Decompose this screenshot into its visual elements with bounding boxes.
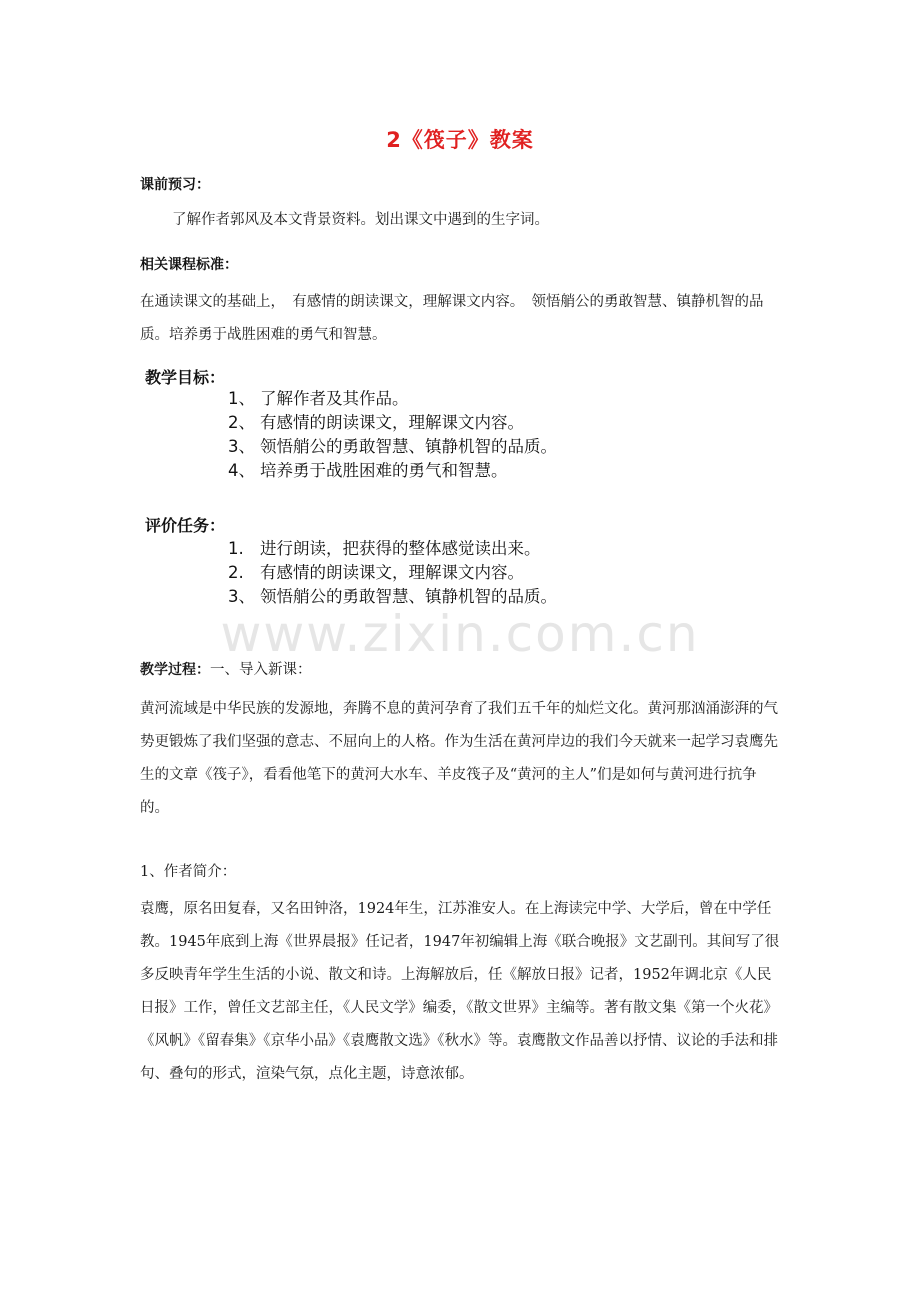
tasks-list: [228, 537, 557, 609]
preview-label: 课前预习：: [140, 177, 210, 193]
list-item: 4、 培养勇于战胜困难的勇气和智慧。: [228, 461, 508, 480]
intro-text: 黄河流域是中华民族的发源地，奔腾不息的黄河孕育了我们五千年的灿烂文化。黄河那汹涌澎湃的气势更锻炼了我们坚强的意志、不屈向上的人格。作为生活在黄河岸边的我们今天就来一起学习袁鹰先生的文章《筏子》，看看他笔下的黄河大水车、羊皮筏子及“黄河的主人”们是如何与黄河进行抗争的。: [140, 701, 778, 816]
watermark: www.zixin.com.cn: [220, 605, 700, 663]
process-heading: [140, 660, 312, 680]
standard-label: 相关课程标准：: [140, 257, 238, 273]
list-item: 3、 领悟艄公的勇敢智慧、镇静机智的品质。: [228, 437, 557, 456]
list-item: 2. 有感情的朗读课文，理解课文内容。: [228, 563, 524, 582]
goals-list: [228, 387, 557, 483]
page-title: 2《筏子》教案: [386, 128, 534, 152]
author-heading: 1、作者简介：: [140, 864, 237, 880]
list-item: 1、 了解作者及其作品。: [228, 389, 409, 408]
author-text: 袁鹰，原名田复春，又名田钟洛，1924年生，江苏淮安人。在上海读完中学、大学后，曾在中学任教。1945年底到上海《世界晨报》任记者，1947年初编辑上海《联合晚报》文艺副刊。其间写了很多反映青年学生生活的小说、散文和诗。上海解放后，任《解放日报》记者，1952年调北京《人民日报》工作，曾任文艺部主任，《人民文学》编委，《散文世界》主编等。著有散文集《第一个火花》《风帆》《留春集》《京华小品》《袁鹰散文选》《秋水》等。袁鹰散文作品善以抒情、议论的手法和排句、叠句的形式，渲染气氛，点化主题，诗意浓郁。: [140, 901, 780, 1082]
preview-text: 了解作者郭风及本文背景资料。划出课文中遇到的生字词。: [172, 212, 549, 228]
process-label: 教学过程：: [140, 662, 210, 678]
goals-label: 教学目标：: [145, 368, 226, 387]
list-item: 3、 领悟艄公的勇敢智慧、镇静机智的品质。: [228, 587, 557, 606]
standard-text: 在通读课文的基础上， 有感情的朗读课文，理解课文内容。 领悟艄公的勇敢智慧、镇静机智的品质。培养勇于战胜困难的勇气和智慧。: [140, 294, 764, 343]
list-item: 1. 进行朗读，把获得的整体感觉读出来。: [228, 539, 541, 558]
list-item: 2、 有感情的朗读课文，理解课文内容。: [228, 413, 524, 432]
process-step: 一、导入新课：: [210, 662, 312, 678]
tasks-label: 评价任务：: [145, 516, 226, 535]
